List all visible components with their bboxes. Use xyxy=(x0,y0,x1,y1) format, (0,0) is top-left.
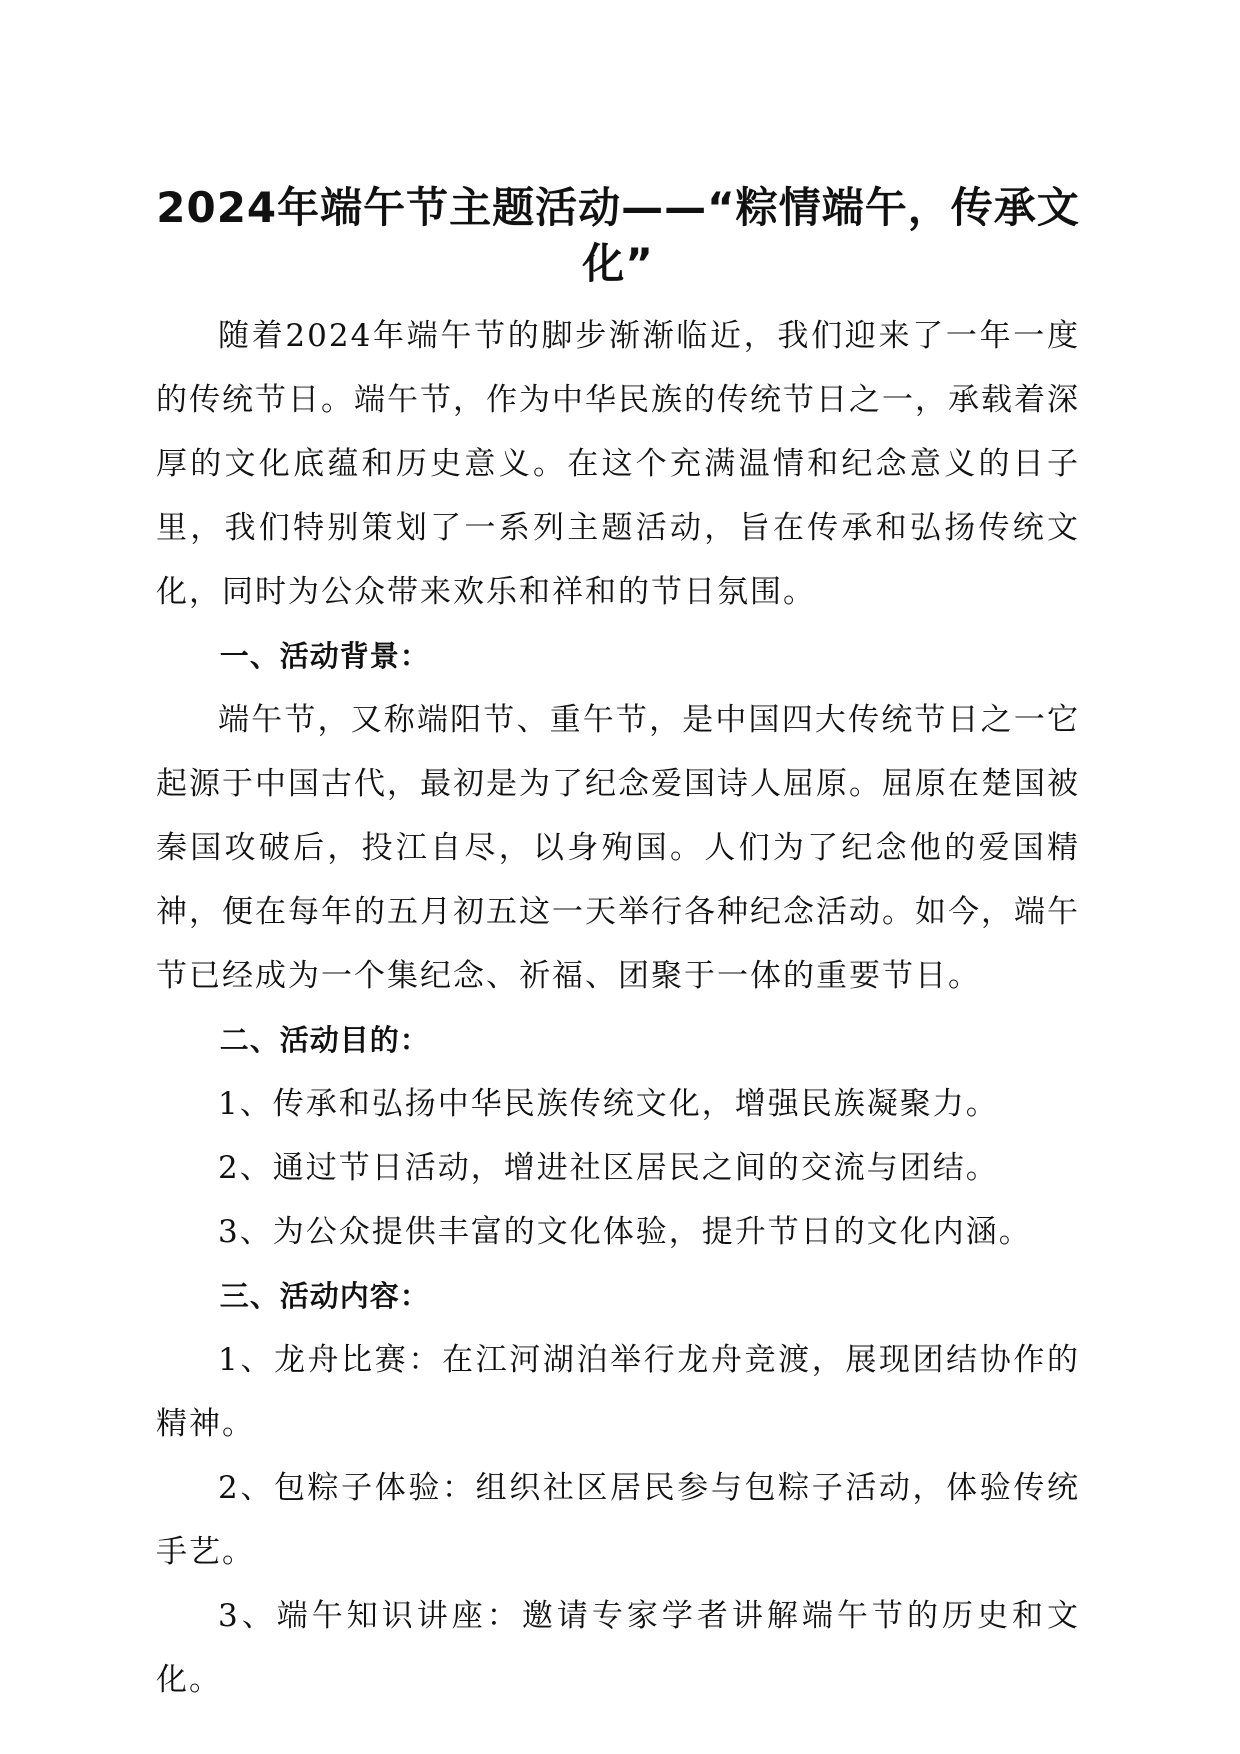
list-item: 2、包粽子体验：组织社区居民参与包粽子活动，体验传统手艺。 xyxy=(156,1470,1080,1570)
section-heading: 二、活动目的： xyxy=(219,1023,430,1057)
list-item: 2、通过节日活动，增进社区居民之间的交流与团结。 xyxy=(218,1150,999,1186)
list-item: 1、传承和弘扬中华民族传统文化，增强民族凝聚力。 xyxy=(218,1086,999,1122)
section-background xyxy=(156,624,1080,1008)
section-heading: 一、活动背景： xyxy=(219,639,430,673)
section-paragraph: 端午节，又称端阳节、重午节，是中国四大传统节日之一它起源于中国古代，最初是为了纪念爱国诗人屈原。屈原在楚国被秦国攻破后，投江自尽，以身殉国。人们为了纪念他的爱国精神，便在每年的五月初五这一天举行各种纪念活动。如今，端午节已经成为一个集纪念、祈福、团聚于一体的重要节日。 xyxy=(156,702,1080,994)
section-heading: 三、活动内容： xyxy=(219,1279,430,1313)
list-item: 1、龙舟比赛：在江河湖泊举行龙舟竞渡，展现团结协作的精神。 xyxy=(156,1342,1080,1442)
document-title: 2024年端午节主题活动——“粽情端午，传承文化” xyxy=(156,183,1080,288)
list-item: 3、端午知识讲座：邀请专家学者讲解端午节的历史和文化。 xyxy=(156,1598,1080,1698)
document-page xyxy=(156,180,1080,1712)
section-content xyxy=(156,1264,1080,1712)
list-item: 3、为公众提供丰富的文化体验，提升节日的文化内涵。 xyxy=(218,1214,1032,1250)
intro-paragraph: 随着2024年端午节的脚步渐渐临近，我们迎来了一年一度的传统节日。端午节，作为中华民族的传统节日之一，承载着深厚的文化底蕴和历史意义。在这个充满温情和纪念意义的日子里，我们特别策划了一系列主题活动，旨在传承和弘扬传统文化，同时为公众带来欢乐和祥和的节日氛围。 xyxy=(156,318,1080,610)
section-purpose xyxy=(156,1008,1080,1264)
